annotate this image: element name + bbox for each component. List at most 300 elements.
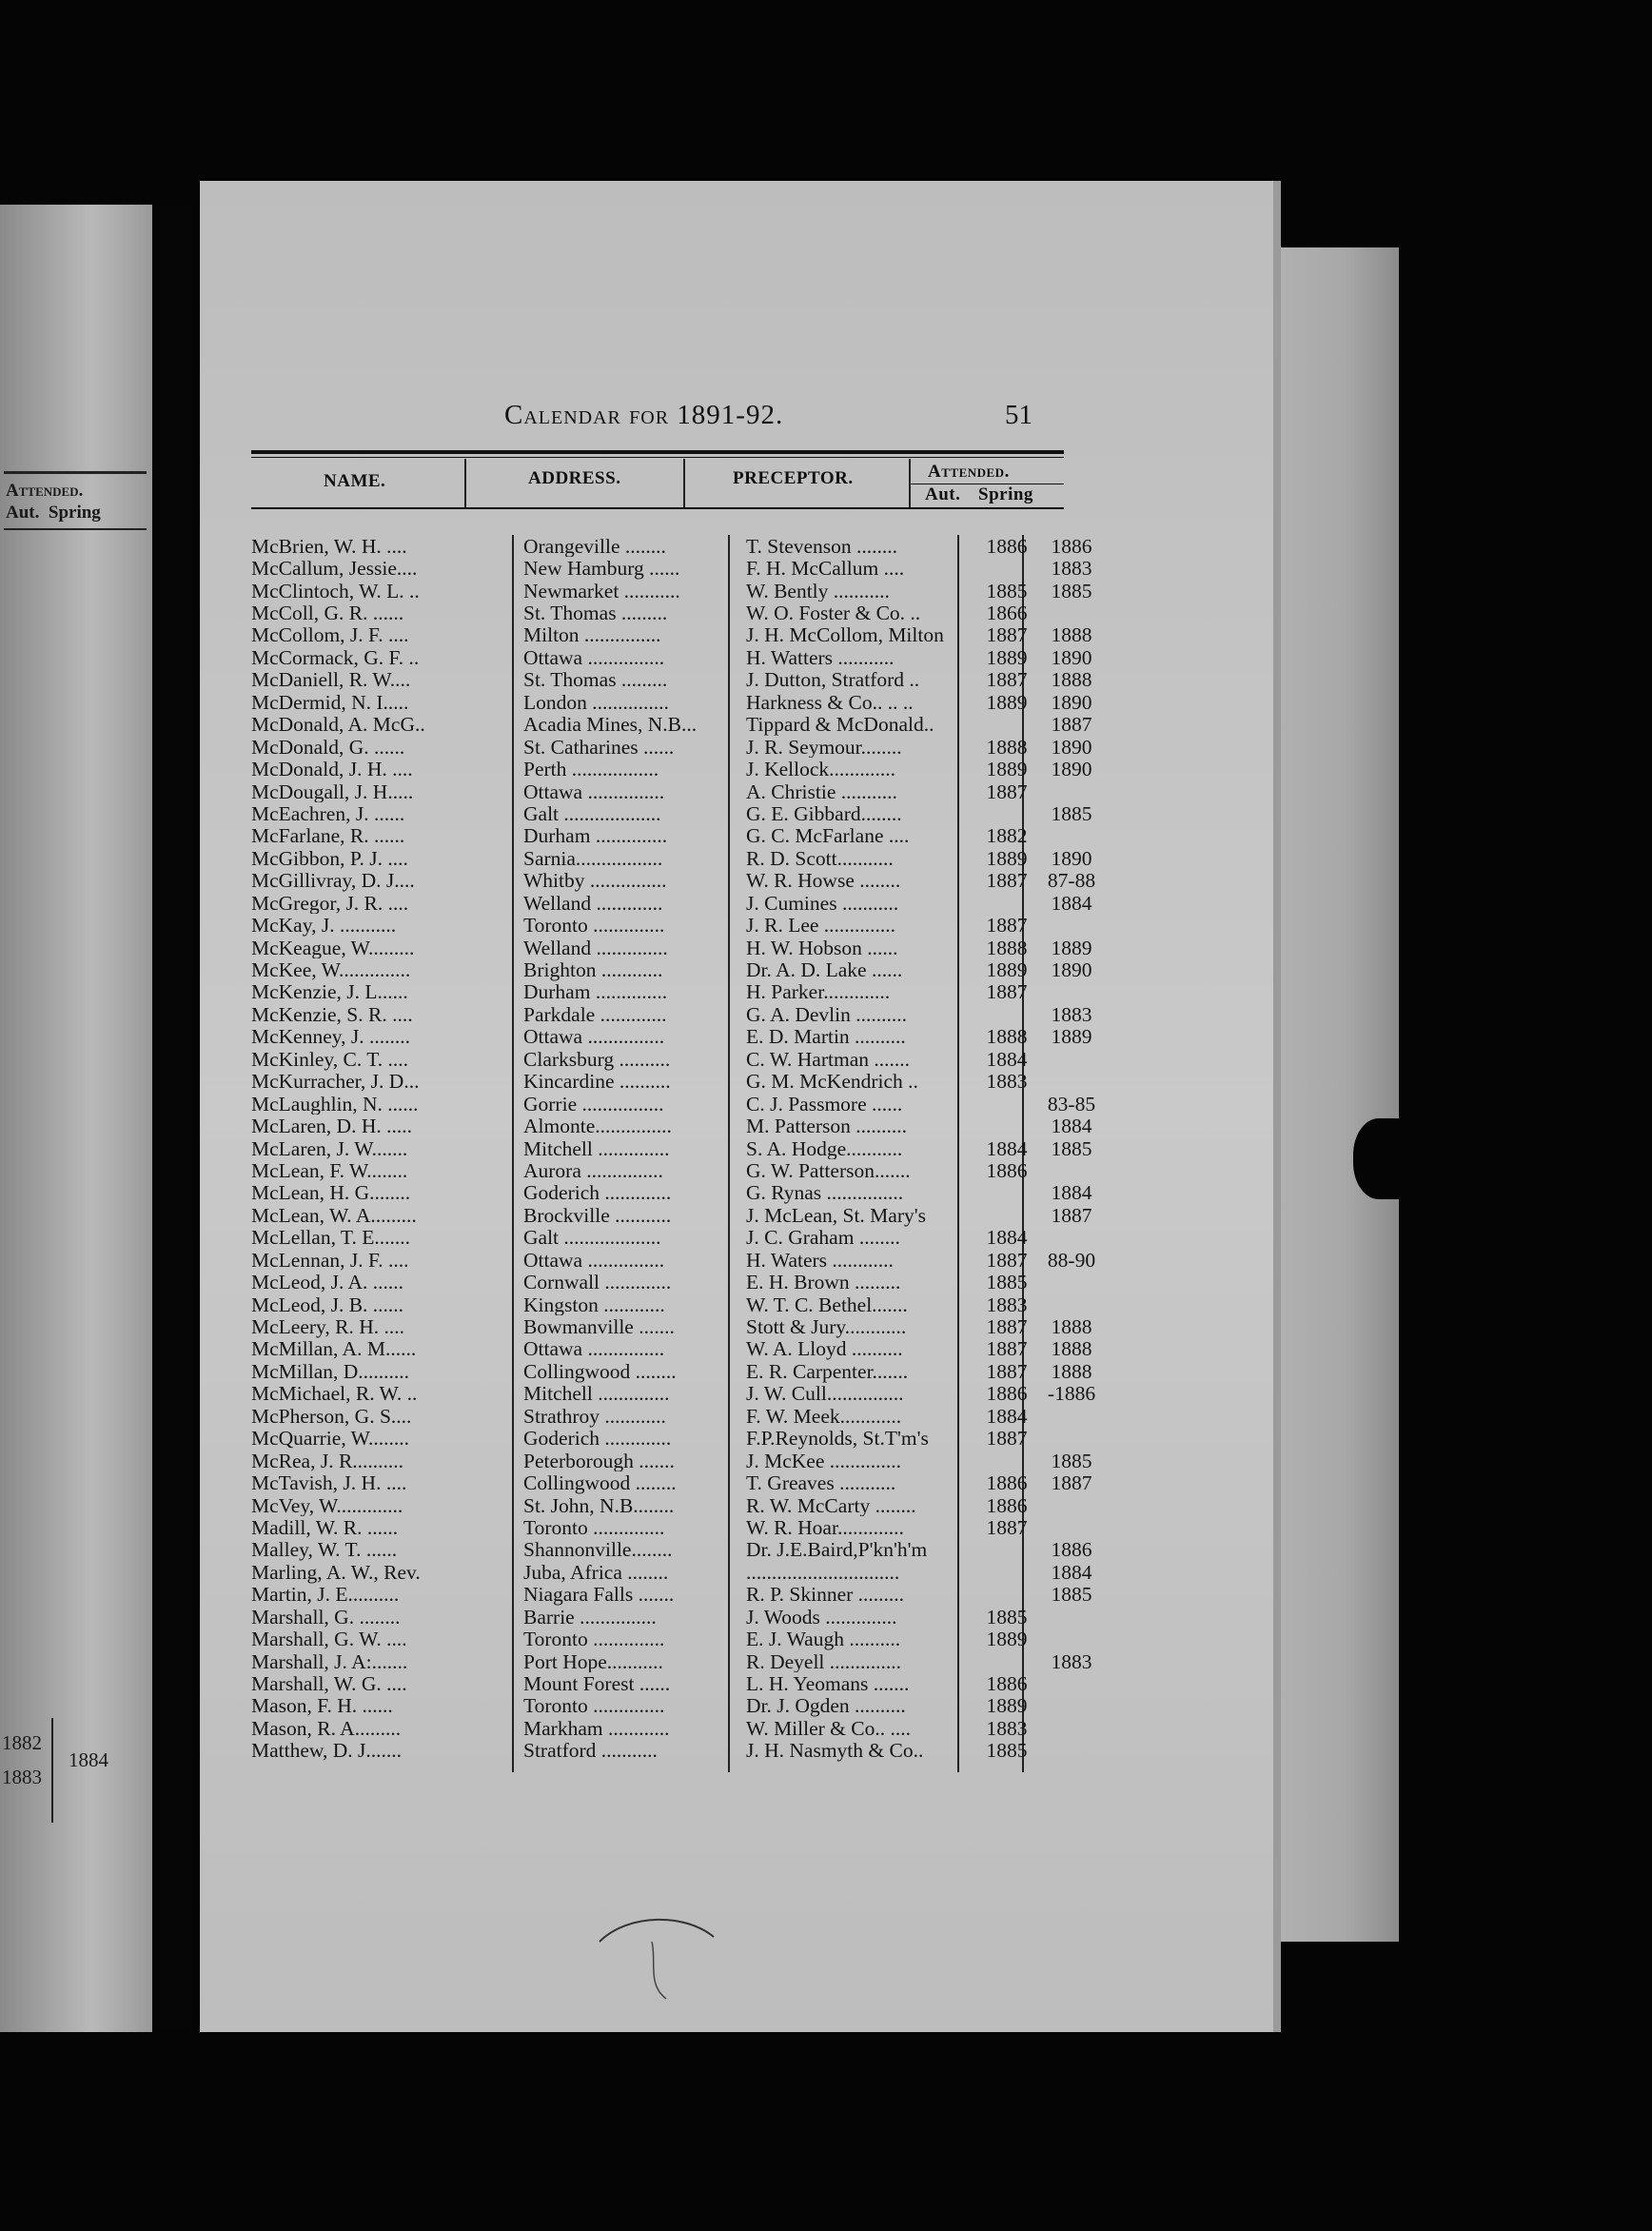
preceptor-cell: Dr. A. D. Lake ......: [746, 958, 903, 981]
attended-spring-cell: [1039, 1159, 1104, 1181]
table-row: [247, 1717, 1104, 1739]
address-cell: St. Thomas .........: [523, 602, 668, 624]
address-cell: Gorrie ................: [523, 1092, 664, 1116]
student-name-cell: Marshall, W. G. ....: [251, 1672, 407, 1695]
address-cell: Toronto ..............: [523, 914, 665, 937]
attended-spring-cell: 1885: [1051, 1449, 1092, 1472]
running-head-title: Calendar for 1891-92.: [504, 400, 784, 430]
header-divider: [909, 459, 911, 507]
attended-spring-cell: [1039, 1628, 1104, 1649]
address-cell: Goderich .............: [523, 1427, 672, 1450]
student-name-cell: McLeod, J. B. ......: [251, 1293, 404, 1316]
address-cell: Milton ...............: [523, 623, 661, 647]
table-row: [247, 602, 1104, 623]
student-name-cell: Madill, W. R. ......: [251, 1516, 399, 1539]
student-name-cell: McCormack, G. F. ..: [251, 646, 420, 669]
attended-autumn-cell: 1886: [986, 1159, 1028, 1182]
student-name-cell: McLeery, R. H. ....: [251, 1315, 405, 1338]
table-row: [247, 1249, 1104, 1271]
attended-spring-cell: [1039, 1494, 1104, 1516]
attended-autumn-cell: 1887: [986, 1360, 1028, 1383]
table-row: [247, 958, 1104, 980]
student-name-cell: McKurracher, J. D...: [251, 1070, 420, 1093]
attended-spring-cell: 87-88: [1047, 869, 1096, 892]
preceptor-cell: ..............................: [746, 1561, 900, 1584]
attended-spring-cell: 1884: [1051, 1181, 1092, 1205]
attended-autumn-cell: [974, 1539, 1039, 1561]
book-gutter: [152, 205, 192, 2032]
student-name-cell: McKeague, W.........: [251, 936, 415, 959]
address-cell: Kincardine ..........: [523, 1070, 671, 1093]
page-number: 51: [1005, 400, 1032, 430]
address-cell: Collingwood ........: [523, 1360, 677, 1383]
table-row: [247, 1405, 1104, 1427]
student-name-cell: McClintoch, W. L. ..: [251, 579, 420, 602]
header-rule-bottom: [251, 507, 1064, 509]
table-row: [247, 914, 1104, 936]
address-cell: Brighton ............: [523, 958, 663, 981]
attended-spring-cell: [1039, 1740, 1104, 1762]
attended-spring-cell: 1884: [1051, 1115, 1092, 1137]
table-row: [247, 1003, 1104, 1025]
student-name-cell: McGillivray, D. J....: [251, 869, 415, 892]
attended-spring-cell: 1886: [1051, 1538, 1092, 1562]
attended-spring-cell: [1039, 1717, 1104, 1739]
attended-autumn-cell: [974, 557, 1039, 579]
preceptor-cell: J. McLean, St. Mary's: [746, 1204, 926, 1227]
table-row: [247, 1539, 1104, 1561]
student-name-cell: Marshall, J. A:.......: [251, 1649, 408, 1673]
address-cell: Durham ..............: [523, 980, 668, 1004]
attended-spring-cell: 1888: [1051, 668, 1092, 692]
attended-autumn-cell: 1882: [986, 824, 1028, 848]
student-name-cell: Malley, W. T. ......: [251, 1538, 398, 1562]
attended-autumn-cell: 1886: [986, 1672, 1028, 1695]
student-name-cell: McGregor, J. R. ....: [251, 892, 409, 915]
attended-spring-cell: [1039, 1071, 1104, 1093]
preceptor-cell: R. D. Scott...........: [746, 847, 894, 870]
attended-autumn-cell: [974, 1584, 1039, 1606]
table-row: [247, 1137, 1104, 1159]
preceptor-cell: G. W. Patterson.......: [746, 1159, 911, 1182]
preceptor-cell: E. D. Martin ..........: [746, 1025, 906, 1049]
table-row: [247, 1695, 1104, 1717]
student-name-cell: McCollom, J. F. ....: [251, 623, 409, 647]
table-row: [247, 714, 1104, 736]
student-name-cell: McKee, W..............: [251, 958, 411, 981]
attended-autumn-cell: 1885: [986, 1606, 1028, 1629]
preceptor-cell: J. R. Lee ..............: [746, 914, 896, 937]
attended-autumn-cell: 1887: [986, 668, 1028, 692]
address-cell: St. Catharines ......: [523, 735, 675, 759]
address-cell: St. John, N.B........: [523, 1493, 675, 1517]
table-row: [247, 1561, 1104, 1583]
attended-spring-cell: 1890: [1051, 958, 1092, 981]
preceptor-cell: T. Stevenson ........: [746, 535, 898, 558]
attended-autumn-cell: 1887: [986, 1516, 1028, 1539]
attended-autumn-cell: 1887: [986, 623, 1028, 647]
student-name-cell: McLeod, J. A. ......: [251, 1271, 404, 1293]
student-name-cell: McLean, F. W........: [251, 1159, 408, 1182]
table-row: [247, 1338, 1104, 1360]
attended-spring-cell: 1883: [1051, 557, 1092, 580]
preceptor-cell: J. H. Nasmyth & Co..: [746, 1739, 924, 1763]
attended-spring-cell: 1884: [1051, 1561, 1092, 1584]
table-row: [247, 802, 1104, 824]
attended-autumn-cell: 1883: [986, 1717, 1028, 1740]
facing-page-column-divider: [51, 1718, 53, 1823]
table-row: [247, 1628, 1104, 1649]
attended-spring-cell: -1886: [1047, 1382, 1096, 1406]
attended-autumn-cell: [974, 802, 1039, 824]
table-row: [247, 1494, 1104, 1516]
preceptor-cell: T. Greaves ...........: [746, 1471, 896, 1494]
preceptor-cell: J. Woods ..............: [746, 1606, 897, 1629]
attended-spring-cell: [1039, 981, 1104, 1003]
student-name-cell: McDonald, J. H. ....: [251, 758, 413, 780]
attended-autumn-cell: 1887: [986, 914, 1028, 937]
table-row: [247, 1471, 1104, 1493]
attended-autumn-cell: 1883: [986, 1070, 1028, 1093]
address-cell: Brockville ...........: [523, 1204, 672, 1227]
address-cell: Barrie ...............: [523, 1606, 657, 1629]
attended-autumn-cell: 1889: [986, 646, 1028, 669]
attended-autumn-cell: 1883: [986, 1293, 1028, 1316]
facing-page-rule-bottom: [4, 528, 147, 530]
preceptor-cell: J. McKee ..............: [746, 1449, 902, 1472]
facing-page-year: 1882: [2, 1731, 42, 1754]
preceptor-cell: H. W. Hobson ......: [746, 936, 898, 959]
student-name-cell: McLaughlin, N. ......: [251, 1092, 419, 1116]
table-row: [247, 1606, 1104, 1628]
facing-page-attended-label: Attended.: [6, 481, 84, 501]
preceptor-cell: R. Deyell ..............: [746, 1649, 902, 1673]
table-row: [247, 557, 1104, 579]
header-rule-thin: [251, 457, 1064, 458]
preceptor-cell: M. Patterson ..........: [746, 1115, 908, 1137]
student-name-cell: Matthew, D. J.......: [251, 1739, 403, 1763]
student-name-cell: McMichael, R. W. ..: [251, 1382, 418, 1406]
table-row: [247, 1360, 1104, 1382]
address-cell: Acadia Mines, N.B...: [523, 713, 698, 736]
attended-autumn-cell: 1889: [986, 958, 1028, 981]
attended-autumn-cell: 1885: [986, 1271, 1028, 1293]
student-name-cell: McColl, G. R. ......: [251, 602, 404, 624]
attended-autumn-cell: 1886: [986, 1471, 1028, 1494]
address-cell: Orangeville ........: [523, 535, 666, 558]
attended-autumn-cell: [974, 1115, 1039, 1136]
attended-autumn-cell: [974, 1003, 1039, 1025]
attended-autumn-cell: 1889: [986, 691, 1028, 714]
calendar-page: [200, 181, 1273, 2032]
attended-spring-cell: 1890: [1051, 758, 1092, 780]
attended-spring-cell: 1885: [1051, 1136, 1092, 1160]
preceptor-cell: W. O. Foster & Co. ..: [746, 602, 921, 624]
student-name-cell: McGibbon, P. J. ....: [251, 847, 408, 870]
address-cell: Cornwall .............: [523, 1271, 672, 1293]
preceptor-cell: Stott & Jury............: [746, 1315, 907, 1338]
address-cell: Goderich .............: [523, 1181, 672, 1205]
preceptor-cell: F.P.Reynolds, St.T'm's: [746, 1427, 929, 1450]
table-row: [247, 1428, 1104, 1450]
attended-autumn-cell: 1884: [986, 1136, 1028, 1160]
attended-autumn-cell: [974, 1650, 1039, 1672]
table-row: [247, 825, 1104, 847]
table-row: [247, 1227, 1104, 1249]
attended-spring-cell: [1039, 1695, 1104, 1717]
table-row: [247, 758, 1104, 780]
attended-spring-cell: [1039, 780, 1104, 802]
address-cell: New Hamburg ......: [523, 557, 680, 580]
student-name-cell: McTavish, J. H. ....: [251, 1471, 407, 1494]
address-cell: St. Thomas .........: [523, 668, 668, 692]
student-name-cell: McDonald, G. ......: [251, 735, 405, 759]
table-row: [247, 937, 1104, 958]
preceptor-cell: A. Christie ...........: [746, 780, 897, 803]
preceptor-cell: R. W. McCarty ........: [746, 1493, 916, 1517]
facing-page-column-labels: [6, 503, 101, 523]
column-header-name: NAME.: [324, 471, 386, 491]
preceptor-cell: W. R. Howse ........: [746, 869, 901, 892]
preceptor-cell: E. J. Waugh ..........: [746, 1628, 901, 1650]
address-cell: Aurora ...............: [523, 1159, 663, 1182]
preceptor-cell: J. Dutton, Stratford ..: [746, 668, 920, 692]
table-row: [247, 1048, 1104, 1070]
table-row: [247, 1293, 1104, 1315]
preceptor-cell: Dr. J. Ogden ..........: [746, 1694, 906, 1718]
address-cell: Strathroy ............: [523, 1405, 666, 1428]
attended-autumn-cell: 1884: [986, 1226, 1028, 1249]
preceptor-cell: C. J. Passmore ......: [746, 1092, 903, 1116]
page-edge-tear: [1353, 1118, 1410, 1199]
table-row: [247, 847, 1104, 869]
table-row: [247, 1093, 1104, 1115]
attended-spring-cell: [1039, 1672, 1104, 1694]
preceptor-cell: J. Cumines ...........: [746, 892, 899, 915]
table-row: [247, 981, 1104, 1003]
attended-autumn-cell: 1886: [986, 535, 1028, 558]
preceptor-cell: G. M. McKendrich ..: [746, 1070, 918, 1093]
attended-autumn-cell: [974, 1204, 1039, 1226]
address-cell: London ...............: [523, 691, 669, 714]
table-row: [247, 892, 1104, 914]
attended-autumn-cell: 1885: [986, 579, 1028, 602]
table-row: [247, 1204, 1104, 1226]
table-row: [247, 646, 1104, 668]
address-cell: Mitchell ..............: [523, 1136, 670, 1160]
ink-smudge: [561, 1904, 752, 2008]
student-name-cell: McKinley, C. T. ....: [251, 1048, 409, 1071]
address-cell: Newmarket ...........: [523, 579, 680, 602]
facing-page-aut-label: Aut.: [6, 503, 40, 523]
student-name-cell: McDougall, J. H.....: [251, 780, 414, 803]
student-name-cell: McLean, H. G........: [251, 1181, 411, 1205]
student-name-cell: McKenzie, S. R. ....: [251, 1003, 413, 1026]
preceptor-cell: H. Parker.............: [746, 980, 891, 1004]
table-row: [247, 1450, 1104, 1471]
student-name-cell: McFarlane, R. ......: [251, 824, 405, 848]
facing-page-year: 1884: [69, 1748, 108, 1771]
preceptor-cell: W. T. C. Bethel.......: [746, 1293, 908, 1316]
address-cell: Welland ..............: [523, 936, 668, 959]
preceptor-cell: R. P. Skinner .........: [746, 1583, 905, 1606]
preceptor-cell: G. E. Gibbard........: [746, 802, 902, 825]
student-name-cell: Marshall, G. ........: [251, 1606, 401, 1629]
preceptor-cell: J. Kellock.............: [746, 758, 896, 780]
student-name-cell: Marshall, G. W. ....: [251, 1628, 407, 1650]
attended-spring-cell: 1890: [1051, 691, 1092, 714]
student-name-cell: McVey, W.............: [251, 1493, 403, 1517]
facing-page-rule-top: [4, 471, 147, 474]
address-cell: Almonte...............: [523, 1115, 672, 1137]
address-cell: Ottawa ...............: [523, 780, 665, 803]
student-name-cell: McLean, W. A.........: [251, 1204, 417, 1227]
attended-autumn-cell: 1887: [986, 1427, 1028, 1450]
preceptor-cell: W. Bently ...........: [746, 579, 890, 602]
address-cell: Niagara Falls .......: [523, 1583, 675, 1606]
address-cell: Parkdale .............: [523, 1003, 667, 1026]
attended-autumn-cell: 1889: [986, 847, 1028, 870]
address-cell: Toronto ..............: [523, 1516, 665, 1539]
attended-spring-cell: [1039, 602, 1104, 623]
student-name-cell: McKenzie, J. L......: [251, 980, 408, 1004]
preceptor-cell: Tippard & McDonald..: [746, 713, 934, 736]
address-cell: Bowmanville .......: [523, 1315, 675, 1338]
preceptor-cell: E. R. Carpenter.......: [746, 1360, 909, 1383]
attended-spring-cell: 1885: [1051, 802, 1092, 825]
table-row: [247, 1383, 1104, 1405]
student-name-cell: McDermid, N. I.....: [251, 691, 409, 714]
student-name-cell: Mason, R. A.........: [251, 1717, 402, 1740]
table-row: [247, 1026, 1104, 1048]
preceptor-cell: J. H. McCollom, Milton: [746, 623, 944, 647]
table-row: [247, 1672, 1104, 1694]
attended-spring-cell: [1039, 1227, 1104, 1249]
student-name-cell: McDaniell, R. W....: [251, 668, 411, 692]
attended-autumn-cell: 1888: [986, 936, 1028, 959]
address-cell: Clarksburg ..........: [523, 1048, 671, 1071]
table-row: [247, 1650, 1104, 1672]
attended-spring-cell: [1039, 1271, 1104, 1293]
attended-spring-cell: 1883: [1051, 1003, 1092, 1026]
table-row: [247, 870, 1104, 892]
attended-spring-cell: [1039, 825, 1104, 847]
attended-autumn-cell: 1884: [986, 1405, 1028, 1428]
address-cell: Juba, Africa ........: [523, 1561, 669, 1584]
address-cell: Toronto ..............: [523, 1628, 665, 1650]
attended-spring-cell: 1890: [1051, 847, 1092, 870]
preceptor-cell: H. Watters ...........: [746, 646, 895, 669]
attended-spring-cell: 88-90: [1047, 1249, 1096, 1272]
address-cell: Peterborough .......: [523, 1449, 675, 1472]
attended-autumn-cell: 1885: [986, 1739, 1028, 1763]
attended-spring-cell: 1883: [1051, 1649, 1092, 1673]
table-row: [247, 1115, 1104, 1136]
student-name-cell: McLellan, T. E.......: [251, 1226, 410, 1249]
attended-spring-cell: [1039, 1048, 1104, 1070]
student-name-cell: McRea, J. R..........: [251, 1449, 404, 1472]
attended-autumn-cell: 1887: [986, 1249, 1028, 1272]
table-row: [247, 1584, 1104, 1606]
table-row: [247, 1071, 1104, 1093]
attended-spring-cell: 1889: [1051, 1025, 1092, 1049]
column-header-address: ADDRESS.: [528, 468, 621, 488]
table-row: [247, 1315, 1104, 1337]
table-row: [247, 535, 1104, 557]
address-cell: Whitby ...............: [523, 869, 667, 892]
attended-autumn-cell: 1887: [986, 980, 1028, 1004]
preceptor-cell: S. A. Hodge...........: [746, 1136, 903, 1160]
attended-spring-cell: 1886: [1051, 535, 1092, 558]
address-cell: Sarnia.................: [523, 847, 663, 870]
student-roll-table: [247, 535, 1104, 1762]
attended-autumn-cell: 1886: [986, 1382, 1028, 1406]
attended-autumn-cell: 1888: [986, 735, 1028, 759]
attended-spring-cell: 1888: [1051, 1337, 1092, 1361]
attended-spring-cell: [1039, 1606, 1104, 1628]
attended-spring-cell: 1888: [1051, 1360, 1092, 1383]
student-name-cell: Marling, A. W., Rev.: [251, 1561, 421, 1584]
address-cell: Kingston ............: [523, 1293, 665, 1316]
student-name-cell: McMillan, A. M......: [251, 1337, 417, 1361]
student-name-cell: McEachren, J. ......: [251, 802, 405, 825]
attended-autumn-cell: [974, 1450, 1039, 1471]
preceptor-cell: G. A. Devlin ..........: [746, 1003, 908, 1026]
attended-spring-cell: [1039, 1428, 1104, 1450]
table-row: [247, 1740, 1104, 1762]
preceptor-cell: J. W. Cull...............: [746, 1382, 904, 1406]
student-name-cell: Mason, F. H. ......: [251, 1694, 393, 1718]
address-cell: Ottawa ...............: [523, 1337, 665, 1361]
attended-spring-cell: [1039, 1293, 1104, 1315]
attended-spring-cell: 1890: [1051, 646, 1092, 669]
facing-page-fragment: [0, 205, 152, 2032]
preceptor-cell: J. R. Seymour........: [746, 735, 902, 759]
table-row: [247, 624, 1104, 646]
attended-autumn-cell: 1887: [986, 869, 1028, 892]
preceptor-cell: F. W. Meek............: [746, 1405, 902, 1428]
student-name-cell: McMillan, D..........: [251, 1360, 410, 1383]
column-header-aut: Aut.: [925, 484, 961, 504]
attended-autumn-cell: 1889: [986, 758, 1028, 780]
attended-spring-cell: 1889: [1051, 936, 1092, 959]
address-cell: Ottawa ...............: [523, 1249, 665, 1272]
preceptor-cell: J. C. Graham ........: [746, 1226, 900, 1249]
preceptor-cell: W. Miller & Co.. ....: [746, 1717, 911, 1740]
facing-page-year: 1883: [2, 1766, 42, 1788]
attended-spring-cell: 1887: [1051, 713, 1092, 736]
address-cell: Galt ...................: [523, 802, 661, 825]
attended-spring-cell: 1887: [1051, 1204, 1092, 1227]
student-name-cell: Martin, J. E..........: [251, 1583, 400, 1606]
attended-autumn-cell: 1866: [986, 602, 1028, 624]
attended-autumn-cell: 1889: [986, 1694, 1028, 1718]
attended-autumn-cell: 1887: [986, 1315, 1028, 1338]
attended-autumn-cell: 1889: [986, 1628, 1028, 1650]
header-divider: [464, 459, 466, 507]
address-cell: Mitchell ..............: [523, 1382, 670, 1406]
table-row: [247, 780, 1104, 802]
student-name-cell: McLaren, D. H. .....: [251, 1115, 412, 1137]
address-cell: Durham ..............: [523, 824, 668, 848]
address-cell: Galt ...................: [523, 1226, 661, 1249]
student-name-cell: McKenney, J. ........: [251, 1025, 410, 1049]
address-cell: Ottawa ...............: [523, 1025, 665, 1049]
attended-autumn-cell: 1888: [986, 1025, 1028, 1049]
attended-spring-cell: 1888: [1051, 1315, 1092, 1338]
attended-autumn-cell: [974, 1561, 1039, 1583]
attended-spring-cell: 1890: [1051, 735, 1092, 759]
